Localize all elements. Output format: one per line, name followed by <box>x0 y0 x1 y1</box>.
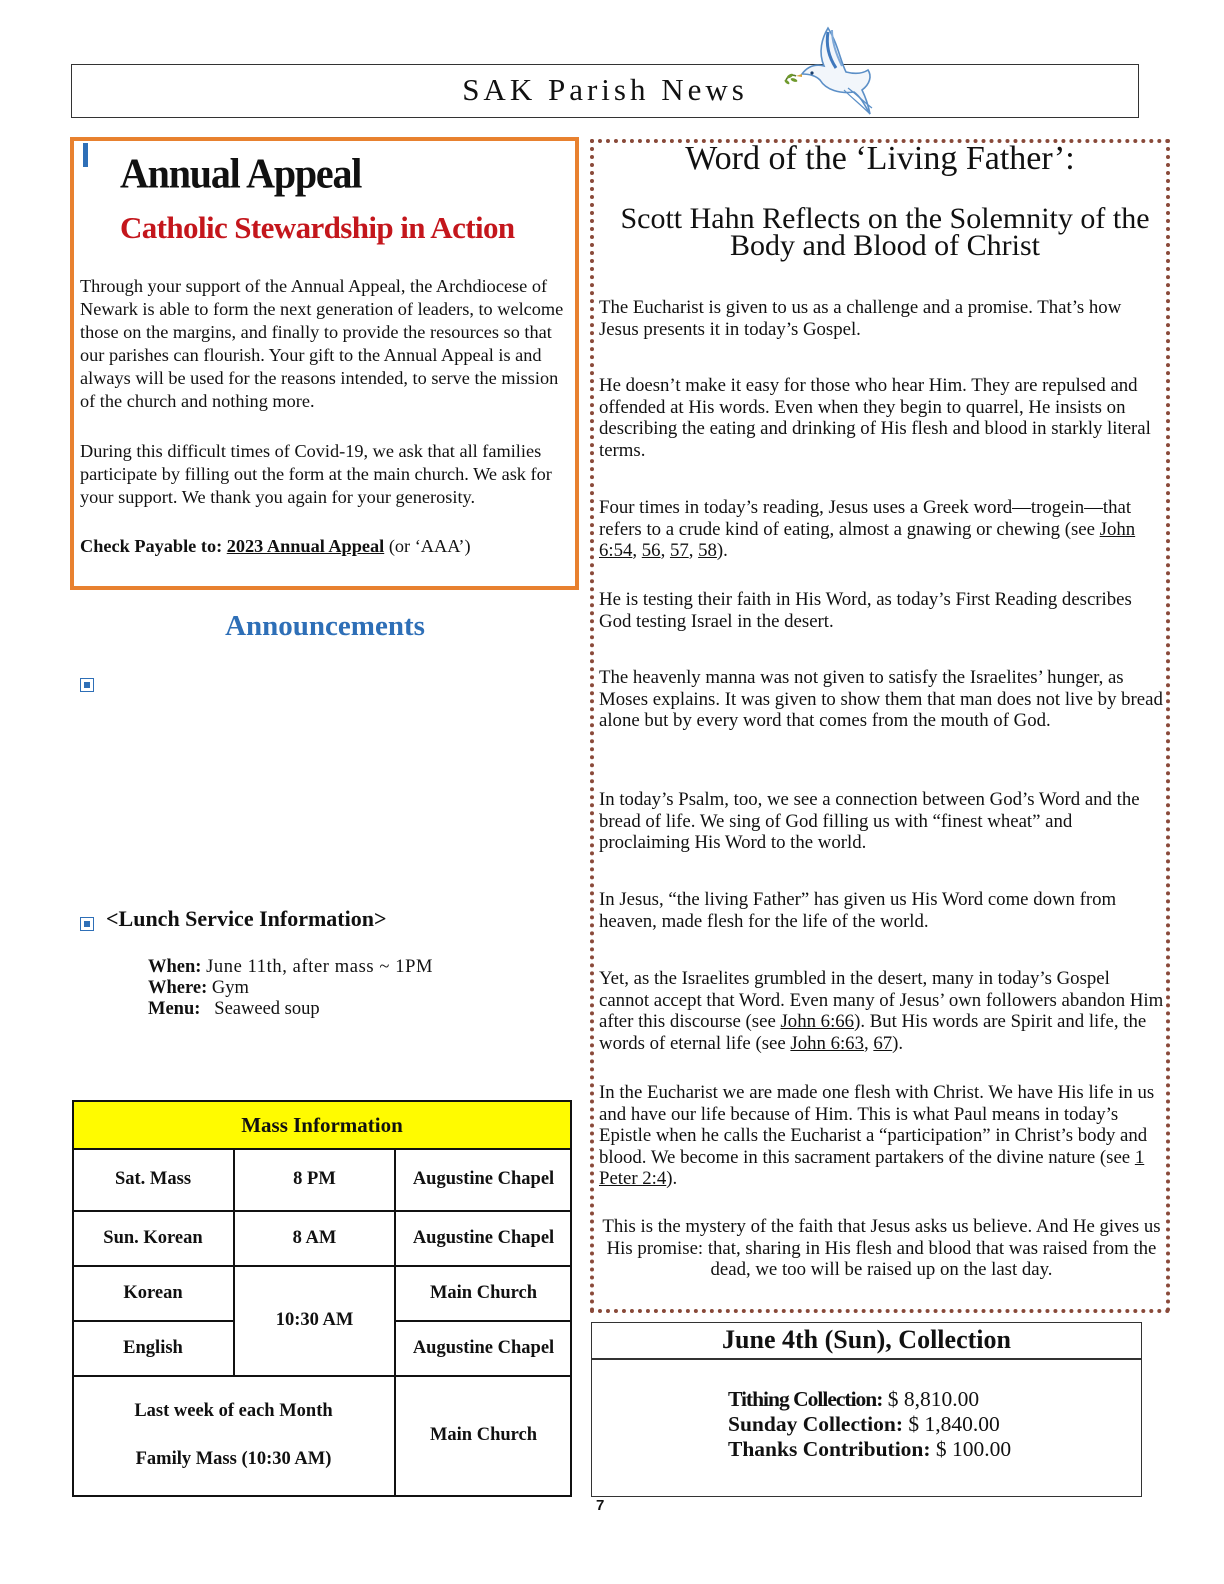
lunch-menu-value: Seaweed soup <box>214 999 320 1019</box>
collection-line <box>728 1387 979 1412</box>
collection-value: $ 1,840.00 <box>908 1412 1000 1436</box>
lunch-where <box>148 978 249 999</box>
mass-cell: 8 AM <box>292 1228 337 1248</box>
reflection-paragraph: Yet, as the Israelites grumbled in the desert, many in today’s Gospel cannot accept that Word. Even many of Jesus’ own followers abandon Him after this discourse (see John 6:66). But His words are Spirit and life, the words of eternal life (see John 6:63, 67). <box>599 968 1164 1054</box>
mass-cell: Family Mass (10:30 AM) <box>135 1449 332 1469</box>
scripture-link[interactable]: 58 <box>698 540 717 561</box>
collection-line <box>728 1437 1011 1462</box>
lunch-when-label: When: <box>148 957 202 977</box>
page-number: 7 <box>596 1497 605 1514</box>
collection-label: Tithing Collection: <box>728 1387 883 1411</box>
reflection-paragraph: He doesn’t make it easy for those who hear Him. They are repulsed and offended at His words. Even when they begin to quarrel, He insists on describing the eating and drinking of His flesh and blood in starkly literal terms. <box>599 375 1151 461</box>
collection-value: $ 8,810.00 <box>887 1387 980 1411</box>
appeal-paragraph: During this difficult times of Covid-19, we ask that all families participate by filling out the form at the main church. We ask for your support. We thank you again for your generosity. <box>80 441 552 507</box>
appeal-subtitle: Catholic Stewardship in Action <box>120 210 515 245</box>
collection-divider <box>592 1358 1141 1360</box>
reflection-paragraph: Four times in today’s reading, Jesus uses a Greek word—trogein—that refers to a crude kind of eating, almost a gnawing or chewing (see John 6:54, 56, 57, 58). <box>599 497 1136 561</box>
lunch-menu-label: Menu: <box>148 999 201 1019</box>
reflection-paragraph: In the Eucharist we are made one flesh with Christ. We have His life in us and have our life because of Him. This is what Paul means in today’s Epistle when he calls the Eucharist a “participation” in Christ’s body and blood. We become in this sacrament partakers of the divine nature (see 1 Peter 2:4). <box>599 1082 1155 1189</box>
collection-label: Thanks Contribution: <box>728 1437 931 1461</box>
collection-line <box>728 1412 1000 1437</box>
scripture-link[interactable]: 1 Peter 2:4 <box>599 1146 1145 1189</box>
lunch-menu <box>148 999 320 1020</box>
mass-cell: English <box>123 1338 183 1358</box>
mass-cell: 10:30 AM <box>275 1310 354 1330</box>
reflection-paragraph: The Eucharist is given to us as a challenge and a promise. That’s how Jesus presents it in today’s Gospel. <box>599 297 1122 340</box>
lunch-when-value: June 11th, after mass ~ 1PM <box>206 957 434 977</box>
mass-cell: Main Church <box>429 1425 538 1445</box>
collection-label: Sunday Collection: <box>728 1412 904 1436</box>
bullet-square-icon <box>80 678 94 692</box>
page-title: SAK Parish News <box>462 72 748 107</box>
mass-cell: 8 PM <box>293 1169 336 1189</box>
appeal-marker <box>83 143 88 167</box>
reflection-subtitle: Scott Hahn Reflects on the Solemnity of the Body and Blood of Christ <box>620 202 1150 262</box>
scripture-link[interactable]: 57 <box>669 540 689 561</box>
reflection-text: In the Eucharist we are made one flesh with Christ. We have His life in us and have our life because of Him. This is what Paul means in today’s Epistle when he calls the Eucharist a “participation” in Christ’s body and blood. We become in this sacrament partakers of the divine nature (see <box>599 1082 1155 1168</box>
reflection-text: ). But His words are Spirit and life, the words of eternal life (see <box>599 1011 1147 1054</box>
check-suffix: (or ‘AAA’) <box>388 536 471 556</box>
reflection-paragraph: He is testing their faith in His Word, as today’s First Reading describes God testing Israel in the desert. <box>599 589 1132 632</box>
check-payee: 2023 Annual Appeal <box>226 536 385 556</box>
reflection-paragraph: The heavenly manna was not given to satisfy the Israelites’ hunger, as Moses explains. It was given to show them that man does not live by bread alone but by every word that comes from the mouth of God. <box>599 667 1163 731</box>
check-label: Check Payable to: <box>80 536 223 556</box>
announcements-heading: Announcements <box>225 610 425 642</box>
mass-cell: Sat. Mass <box>114 1169 192 1189</box>
mass-information-table <box>72 1100 572 1497</box>
reflection-text: Yet, as the Israelites grumbled in the desert, many in today’s Gospel cannot accept that Word. Even many of Jesus’ own followers abandon Him after this discourse (see <box>599 968 1164 1032</box>
scripture-link[interactable]: John 6:54 <box>599 518 1136 561</box>
mass-cell: Augustine Chapel <box>412 1338 555 1358</box>
appeal-title: Annual Appeal <box>120 149 362 198</box>
reflection-title: Word of the ‘Living Father’: <box>685 140 1075 177</box>
lunch-heading: <Lunch Service Information> <box>106 906 387 931</box>
reflection-paragraph: In Jesus, “the living Father” has given us His Word come down from heaven, made flesh for the life of the world. <box>599 889 1117 932</box>
lunch-where-label: Where: <box>148 978 208 998</box>
mass-cell: Sun. Korean <box>103 1228 203 1248</box>
scripture-link[interactable]: 67 <box>873 1032 893 1054</box>
mass-cell: Augustine Chapel <box>412 1228 555 1248</box>
collection-value: $ 100.00 <box>935 1437 1012 1461</box>
lunch-where-value: Gym <box>211 978 249 998</box>
mass-cell: Augustine Chapel <box>412 1169 555 1189</box>
reflection-paragraph: In today’s Psalm, too, we see a connection between God’s Word and the bread of life. We sing of God filling us with “finest wheat” and proclaiming His Word to the world. <box>599 789 1140 853</box>
collection-title: June 4th (Sun), Collection <box>722 1325 1011 1354</box>
scripture-link[interactable]: John 6:66 <box>780 1011 855 1032</box>
lunch-when <box>148 957 433 978</box>
reflection-paragraph: This is the mystery of the faith that Jesus asks us believe. And He gives us His promise: that, sharing in His flesh and blood that was raised from the dead, we too will be raised up on the last day. <box>602 1216 1161 1280</box>
appeal-paragraph: Through your support of the Annual Appeal, the Archdiocese of Newark is able to form the next generation of leaders, to welcome those on the margins, and finally to provide the resources so that our parishes can flourish. Your gift to the Annual Appeal is and always will be used for the reasons intended, to serve the mission of the church and nothing more. <box>80 276 564 411</box>
mass-cell: Korean <box>123 1283 183 1303</box>
mass-table-title: Mass Information <box>74 1102 570 1149</box>
mass-cell: Last week of each Month <box>134 1401 333 1421</box>
dove-icon <box>782 24 878 120</box>
mass-cell: Main Church <box>429 1283 538 1303</box>
scripture-link[interactable]: 56 <box>641 540 661 561</box>
appeal-check-line <box>80 536 471 557</box>
bullet-square-icon <box>80 917 94 931</box>
scripture-link[interactable]: John 6:63 <box>790 1032 864 1054</box>
reflection-text: Four times in today’s reading, Jesus uses a Greek word—trogein—that refers to a crude kind of eating, almost a gnawing or chewing (see <box>599 497 1132 540</box>
